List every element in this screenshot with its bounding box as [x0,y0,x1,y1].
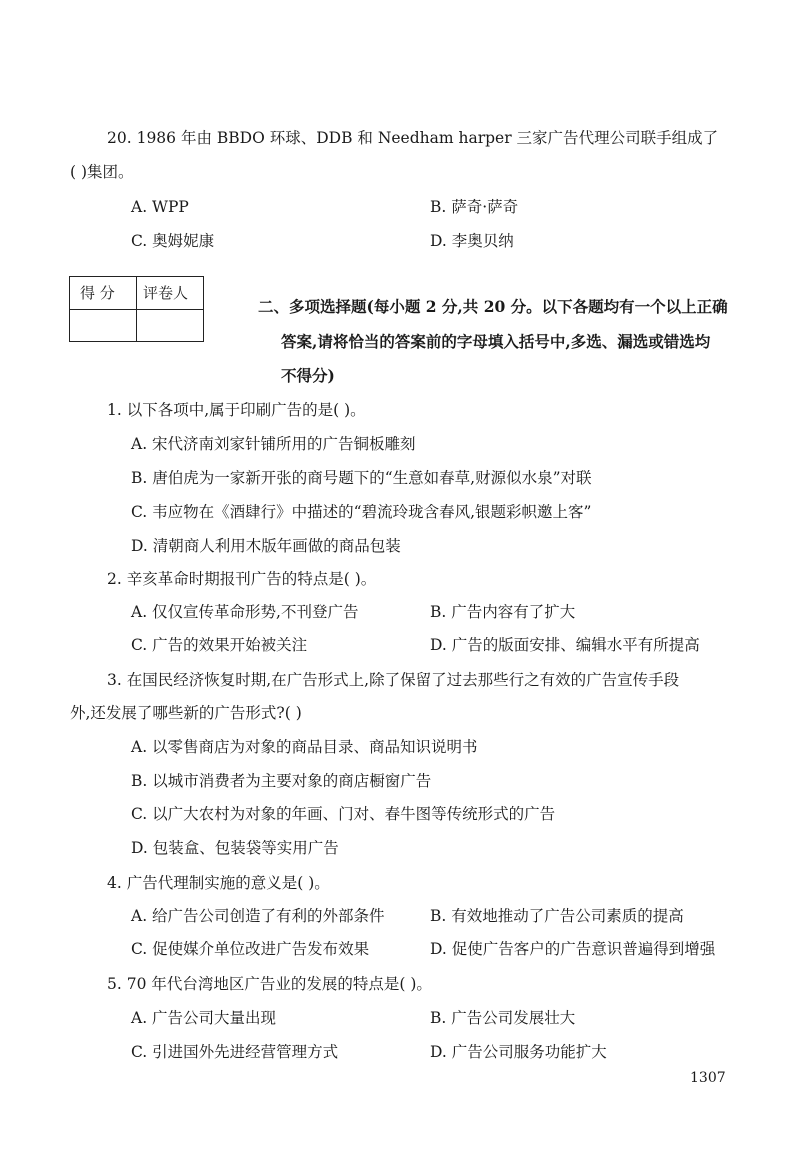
q5-option-c: C. 引进国外先进经营管理方式 [131,1043,339,1061]
q3-option-b: B. 以城市消费者为主要对象的商店橱窗广告 [131,772,432,790]
q4-option-b: B. 有效地推动了广告公司素质的提高 [430,907,684,925]
q20-option-d: D. 李奥贝纳 [430,232,514,250]
q4-option-c: C. 促使媒介单位改进广告发布效果 [131,940,370,958]
q4-option-d: D. 促使广告客户的广告意识普遍得到增强 [430,940,716,958]
q3-option-c: C. 以广大农村为对象的年画、门对、春牛图等传统形式的广告 [131,805,556,823]
score-input-cell[interactable] [70,310,136,341]
section2-heading-line1: 二、多项选择题(每小题 2 分,共 20 分。以下各题均有一个以上正确 [258,297,728,316]
q20-option-b: B. 萨奇·萨奇 [430,198,519,216]
q1-option-c: C. 韦应物在《酒肆行》中描述的“碧流玲珑含春风,银题彩帜邀上客” [131,503,592,521]
page-number: 1307 [690,1070,726,1086]
q20-option-a: A. WPP [131,198,189,216]
q20-stem-line1: 20. 1986 年由 BBDO 环球、DDB 和 Needham harper 三家广告代理公司联手组成了 [107,129,719,147]
q5-option-d: D. 广告公司服务功能扩大 [430,1043,607,1061]
q1-stem: 1. 以下各项中,属于印刷广告的是( )。 [107,401,366,419]
q5-stem: 5. 70 年代台湾地区广告业的发展的特点是( )。 [107,975,432,993]
q3-stem-line1: 3. 在国民经济恢复时期,在广告形式上,除了保留了过去那些行之有效的广告宣传手段 [107,671,680,689]
q3-stem-line2: 外,还发展了哪些新的广告形式?( ) [70,704,302,722]
section2-heading-line2: 答案,请将恰当的答案前的字母填入括号中,多选、漏选或错选均 [281,332,711,351]
section2-heading-line3: 不得分) [281,366,335,385]
q3-option-d: D. 包装盒、包装袋等实用广告 [131,839,339,857]
q4-option-a: A. 给广告公司创造了有利的外部条件 [131,907,385,925]
q2-option-a: A. 仅仅宣传革命形势,不刊登广告 [131,603,359,621]
q2-option-c: C. 广告的效果开始被关注 [131,636,308,654]
score-table-header-pingjuanren: 评卷人 [143,284,189,302]
q1-option-a: A. 宋代济南刘家针铺所用的广告铜板雕刻 [131,435,416,453]
q2-option-d: D. 广告的版面安排、编辑水平有所提高 [430,636,700,654]
q1-option-d: D. 清朝商人利用木版年画做的商品包装 [131,537,401,555]
score-table-header-defen: 得 分 [80,284,115,302]
q3-option-a: A. 以零售商店为对象的商品目录、商品知识说明书 [131,738,478,756]
q20-option-c: C. 奥姆妮康 [131,232,215,250]
score-table [69,276,204,342]
q4-stem: 4. 广告代理制实施的意义是( )。 [107,874,330,892]
grader-input-cell[interactable] [137,310,203,341]
q2-stem: 2. 辛亥革命时期报刊广告的特点是( )。 [107,570,377,588]
q5-option-a: A. 广告公司大量出现 [131,1009,277,1027]
q20-stem-line2: ( )集团。 [70,163,134,181]
q1-option-b: B. 唐伯虎为一家新开张的商号题下的“生意如春草,财源似水泉”对联 [131,469,592,487]
q2-option-b: B. 广告内容有了扩大 [430,603,576,621]
q5-option-b: B. 广告公司发展壮大 [430,1009,576,1027]
